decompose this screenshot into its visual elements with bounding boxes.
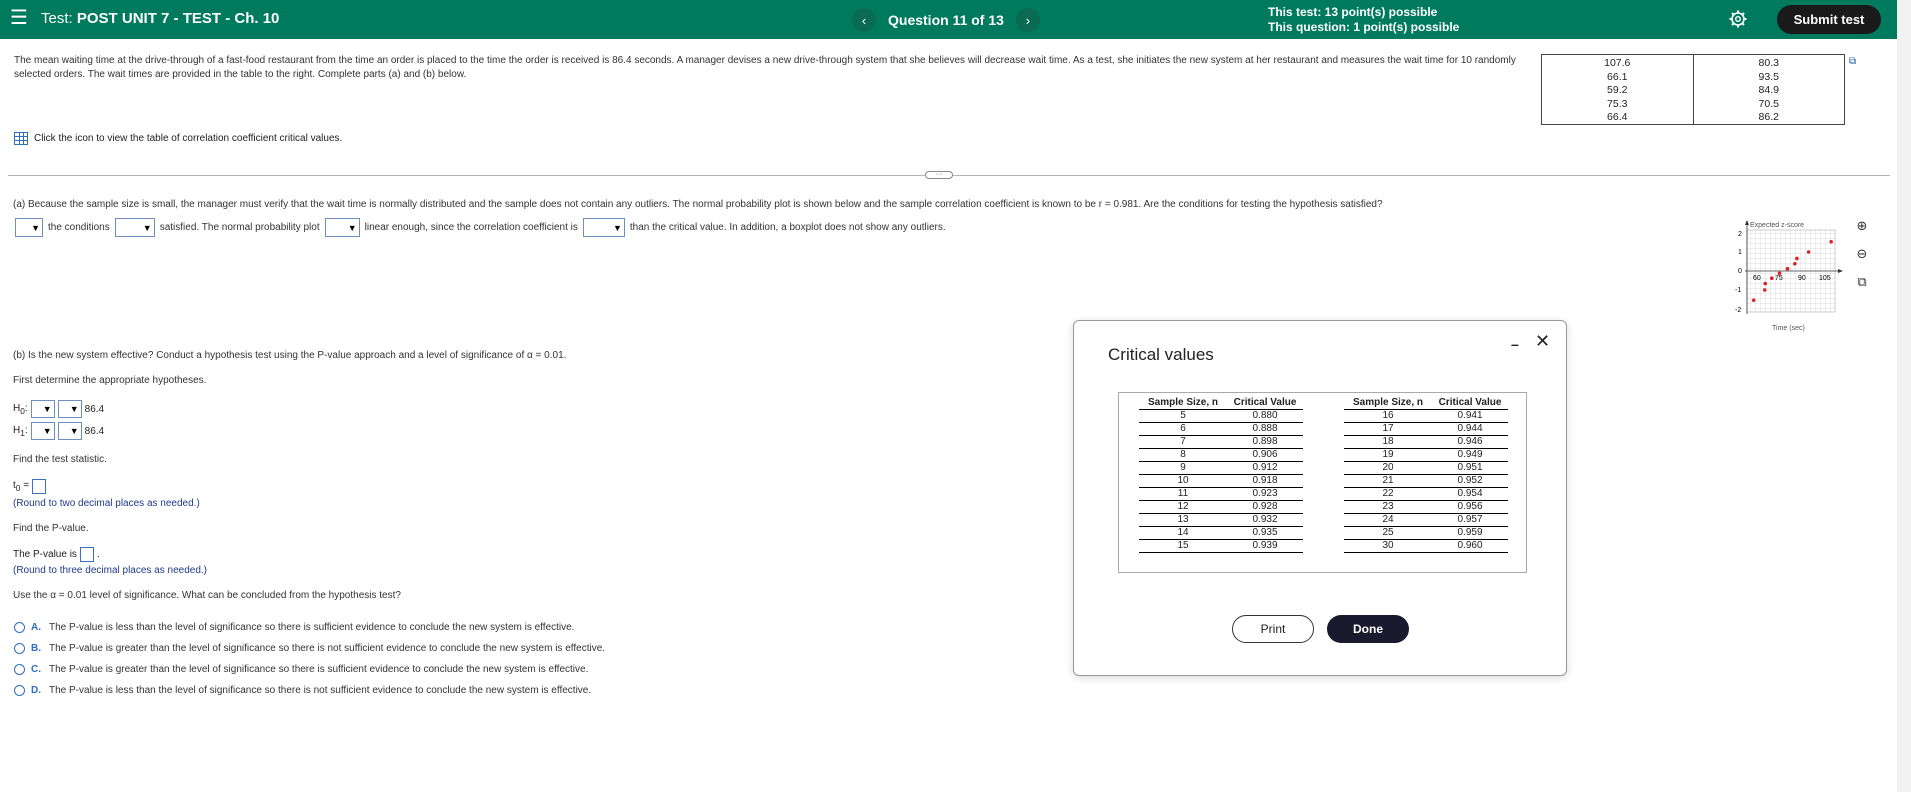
wait-time-table <box>1541 54 1845 125</box>
critical-value-cell: 0.923 <box>1252 488 1278 499</box>
menu-icon[interactable]: ☰ <box>10 7 28 29</box>
table-row <box>1139 423 1303 436</box>
table-row <box>1344 488 1508 501</box>
option-c[interactable] <box>14 664 588 675</box>
sample-size-cell: 23 <box>1382 501 1394 512</box>
question-prompt: The mean waiting time at the drive-through of a fast-food restaurant from the time an order is placed to the time the order is received is 86.4 seconds. A manager devises a new drive-through system that she believes will decrease wait time. As a test, she initiates the new system at her restaurant and measures the wait time for 10 randomly selected orders. The wait times are provided in the table to the right. Complete parts (a) and (b) below. <box>14 55 1516 80</box>
h0-subscript: 0 <box>20 405 25 416</box>
critical-value-cell: 0.954 <box>1457 488 1483 499</box>
table-header <box>1344 397 1508 410</box>
minimize-icon[interactable]: – <box>1511 336 1519 352</box>
option-text: The P-value is greater than the level of significance so there is sufficient evidence to conclude the new system is effective. <box>49 664 589 675</box>
sample-size-cell: 13 <box>1177 514 1189 525</box>
table-row <box>1344 514 1508 527</box>
radio-button[interactable] <box>14 664 25 675</box>
table-row <box>1344 423 1508 436</box>
y-axis-arrow <box>1745 220 1749 225</box>
radio-button[interactable] <box>14 643 25 654</box>
option-letter: C. <box>31 664 41 675</box>
ytick: -1 <box>1735 287 1742 294</box>
sample-size-cell: 15 <box>1177 540 1189 551</box>
sample-size-cell: 12 <box>1177 501 1189 512</box>
ytick: 1 <box>1738 249 1742 256</box>
critical-value-cell: 0.960 <box>1457 540 1483 551</box>
table-row <box>1344 436 1508 449</box>
data-cell: 107.6 <box>1604 57 1631 69</box>
title-prefix: Test: <box>41 10 73 27</box>
sample-size-cell: 24 <box>1382 514 1394 525</box>
table-row <box>1139 501 1303 514</box>
critical-value-cell: 0.935 <box>1252 527 1278 538</box>
t0-label <box>13 480 29 493</box>
part-a-text-2: satisfied. The normal probability plot <box>159 222 320 233</box>
part-a-text-1: the conditions <box>48 222 110 233</box>
critical-value-cell: 0.880 <box>1252 410 1278 421</box>
critical-value-cell: 0.932 <box>1252 514 1278 525</box>
conclusion-question: Use the α = 0.01 level of significance. What can be concluded from the hypothesis test? <box>13 590 401 601</box>
critical-value-cell: 0.928 <box>1252 501 1278 512</box>
x-axis-arrow <box>1838 269 1843 273</box>
chevron-down-icon: ▼ <box>31 222 40 233</box>
critical-values-left-column <box>1139 397 1303 553</box>
critical-value-cell: 0.952 <box>1457 475 1483 486</box>
points-info <box>1268 5 1459 35</box>
comparison-dropdown[interactable] <box>583 218 625 237</box>
plot-point <box>1763 288 1767 292</box>
option-d[interactable] <box>14 685 591 696</box>
sample-size-cell: 21 <box>1382 475 1394 486</box>
radio-button[interactable] <box>14 622 25 633</box>
sample-size-cell: 20 <box>1382 462 1394 473</box>
table-row <box>1139 488 1303 501</box>
table-row <box>1139 436 1303 449</box>
t0-subscript: 0 <box>15 483 21 493</box>
h0-operator-dropdown[interactable] <box>58 400 82 418</box>
h0-label: $H_0$: <box>13 402 28 416</box>
plot-point <box>1763 282 1767 286</box>
option-letter: A. <box>31 622 41 633</box>
data-cell: 75.3 <box>1607 97 1628 110</box>
data-column-2 <box>1693 55 1845 124</box>
critical-value-cell: 0.918 <box>1252 475 1278 486</box>
critical-value-cell: 0.941 <box>1457 410 1483 421</box>
critical-value-cell: 0.898 <box>1252 436 1278 447</box>
plot-point <box>1807 250 1811 254</box>
critical-values-text: Click the icon to view the table of correlation coefficient critical values. <box>34 133 343 144</box>
question-label[interactable]: Question 11 of 13 <box>888 12 1004 28</box>
critical-value-cell: 0.957 <box>1457 514 1483 525</box>
xtick: 90 <box>1798 275 1806 282</box>
h1-subscript: 1 <box>20 427 25 438</box>
plot-point <box>1795 257 1799 261</box>
critical-value-cell: 0.946 <box>1457 436 1483 447</box>
critical-value-cell: 0.944 <box>1457 423 1483 434</box>
critical-value-cell: 0.956 <box>1457 501 1483 512</box>
linear-dropdown[interactable] <box>325 218 360 237</box>
option-text: The P-value is less than the level of significance so there is not sufficient evidence to conclude the new system is effective. <box>49 685 592 696</box>
part-a-text-4: than the critical value. In addition, a boxplot does not show any outliers. <box>629 222 946 233</box>
sample-size-cell: 14 <box>1177 527 1189 538</box>
header-sample-size: Sample Size, n <box>1352 397 1424 408</box>
table-row <box>1344 462 1508 475</box>
sample-size-cell: 7 <box>1180 436 1186 447</box>
plot-point <box>1786 267 1790 271</box>
sample-size-cell: 22 <box>1382 488 1394 499</box>
chevron-down-icon: ▼ <box>142 222 152 233</box>
chevron-down-icon: ▼ <box>42 404 52 414</box>
table-row <box>1344 449 1508 462</box>
data-cell: 86.2 <box>1758 111 1779 123</box>
conditions-dropdown[interactable] <box>15 218 43 237</box>
satisfied-dropdown[interactable] <box>115 218 155 237</box>
table-row <box>1139 449 1303 462</box>
test-title <box>41 10 279 27</box>
critical-value-cell: 0.939 <box>1252 540 1278 551</box>
critical-values-link[interactable] <box>14 132 342 145</box>
part-b-question: (b) Is the new system effective? Conduct a hypothesis test using the P-value approach and a level of significance of α = 0.01. <box>13 350 567 361</box>
h0-parameter-dropdown[interactable] <box>31 400 55 418</box>
p-value-label: The P-value is <box>13 549 77 560</box>
h0-letter: H <box>13 402 21 414</box>
sample-size-cell: 19 <box>1382 449 1394 460</box>
option-text: The P-value is less than the level of significance so there is sufficient evidence to conclude the new system is effective. <box>49 622 575 633</box>
t0-equals: = <box>20 480 30 491</box>
h1-parameter-dropdown[interactable] <box>31 422 55 440</box>
critical-values-table <box>1118 392 1527 573</box>
chevron-down-icon: ▼ <box>69 404 79 414</box>
option-b[interactable] <box>14 643 605 654</box>
question-points: This question: 1 point(s) possible <box>1268 20 1460 34</box>
t0-letter: t <box>13 480 16 491</box>
sample-size-cell: 17 <box>1382 423 1394 434</box>
chevron-down-icon: ▼ <box>347 222 357 233</box>
option-text: The P-value is greater than the level of significance so there is not sufficient evidence to conclude the new system is effective. <box>49 643 606 654</box>
plot-xlabel: Time (sec) <box>1772 325 1805 332</box>
header-sample-size: Sample Size, n <box>1147 397 1219 408</box>
critical-value-cell: 0.959 <box>1457 527 1483 538</box>
zoom-out-icon[interactable]: ⊖ <box>1856 246 1868 261</box>
plot-point <box>1770 276 1774 280</box>
critical-value-cell: 0.888 <box>1252 423 1278 434</box>
data-cell: 80.3 <box>1758 57 1779 69</box>
prev-question-button[interactable]: ‹ <box>852 8 876 32</box>
table-header <box>1139 397 1303 410</box>
ytick: 0 <box>1738 268 1742 275</box>
p-value-input[interactable] <box>80 547 94 562</box>
header-critical-value: Critical Value <box>1438 397 1502 408</box>
xtick: 60 <box>1753 275 1761 282</box>
header-critical-value: Critical Value <box>1233 397 1297 408</box>
sample-size-cell: 30 <box>1382 540 1394 551</box>
plot-point <box>1778 271 1782 275</box>
data-column-1 <box>1542 55 1693 124</box>
open-external-icon[interactable]: ⧉ <box>1857 274 1867 289</box>
divider-handle[interactable]: ··· <box>925 171 953 179</box>
chevron-down-icon: ▼ <box>69 426 79 436</box>
table-row <box>1139 410 1303 423</box>
find-test-statistic: Find the test statistic. <box>13 454 107 465</box>
sample-size-cell: 5 <box>1180 410 1186 421</box>
critical-value-cell: 0.949 <box>1457 449 1483 460</box>
sample-size-cell: 9 <box>1180 462 1186 473</box>
p-value-period: . <box>96 549 100 560</box>
data-cell: 66.1 <box>1607 70 1628 83</box>
data-cell: 66.4 <box>1607 111 1628 123</box>
plot-point <box>1829 240 1833 244</box>
critical-value-cell: 0.951 <box>1457 462 1483 473</box>
table-row <box>1139 475 1303 488</box>
table-row <box>1344 501 1508 514</box>
critical-value-cell: 0.912 <box>1252 462 1278 473</box>
table-row <box>1344 410 1508 423</box>
critical-values-right-column <box>1344 397 1508 553</box>
chevron-down-icon: ▼ <box>612 222 622 233</box>
zoom-in-icon[interactable]: ⊕ <box>1856 218 1868 233</box>
alt-hypothesis-row <box>13 422 104 440</box>
table-row <box>1344 527 1508 540</box>
title-text: POST UNIT 7 - TEST - Ch. 10 <box>76 10 280 27</box>
null-hypothesis-row <box>13 400 104 418</box>
sample-size-cell: 18 <box>1382 436 1394 447</box>
print-button[interactable]: Print <box>1232 615 1314 643</box>
table-row <box>1139 462 1303 475</box>
h1-label: $H_1$: <box>13 424 28 438</box>
round-two-hint: (Round to two decimal places as needed.) <box>13 498 200 509</box>
close-icon[interactable]: ✕ <box>1535 331 1551 351</box>
radio-button[interactable] <box>14 685 25 696</box>
sample-size-cell: 6 <box>1180 423 1186 434</box>
data-cell: 70.5 <box>1758 97 1779 110</box>
h1-letter: H <box>13 424 21 436</box>
plot-svg <box>1735 218 1845 332</box>
sample-size-cell: 10 <box>1177 475 1189 486</box>
plot-point <box>1793 262 1797 266</box>
ytick: -2 <box>1735 307 1742 314</box>
xtick: 75 <box>1775 275 1783 282</box>
part-a-question: (a) Because the sample size is small, the manager must verify that the wait time is normally distributed and the sample does not contain any outliers. The normal probability plot is shown below and the sample correlation coefficient is known to be r = 0.981. Are the conditions for testing the hypothesis satisfied? <box>13 199 1383 210</box>
test-points: This test: 13 point(s) possible <box>1268 5 1438 19</box>
gear-icon[interactable] <box>1728 9 1748 29</box>
table-row <box>1139 540 1303 553</box>
submit-test-button[interactable]: Submit test <box>1777 5 1881 34</box>
table-row <box>1344 475 1508 488</box>
xtick: 105 <box>1819 275 1831 282</box>
sample-size-cell: 25 <box>1382 527 1394 538</box>
done-button[interactable]: Done <box>1327 615 1409 643</box>
ytick: 2 <box>1738 231 1742 238</box>
t0-row <box>13 479 46 494</box>
part-a-answer-row <box>15 218 946 237</box>
table-row <box>1344 540 1508 553</box>
option-letter: D. <box>31 685 41 696</box>
critical-value-cell: 0.906 <box>1252 449 1278 460</box>
round-three-hint: (Round to three decimal places as needed.) <box>13 565 208 576</box>
h0-value: 86.4 <box>84 403 105 415</box>
normal-probability-plot <box>1735 218 1845 332</box>
copy-data-icon[interactable]: ⧉ <box>1849 56 1857 67</box>
data-cell: 93.5 <box>1758 70 1779 83</box>
hypotheses-intro: First determine the appropriate hypotheses. <box>13 375 207 386</box>
plot-ylabel: Expected z-score <box>1750 222 1805 229</box>
table-row <box>1139 514 1303 527</box>
dialog-title: Critical values <box>1108 345 1214 364</box>
next-question-button[interactable]: › <box>1016 8 1040 32</box>
h1-value: 86.4 <box>84 425 105 437</box>
sample-size-cell: 11 <box>1177 488 1189 499</box>
plot-point <box>1752 298 1756 302</box>
critical-values-dialog <box>1073 320 1567 676</box>
p-value-row <box>13 547 100 562</box>
top-bar <box>0 0 1897 39</box>
test-statistic-input[interactable] <box>32 479 46 494</box>
table-icon[interactable] <box>14 132 28 145</box>
table-row <box>1139 527 1303 540</box>
data-cell: 59.2 <box>1607 84 1628 96</box>
sample-size-cell: 16 <box>1382 410 1394 421</box>
chevron-down-icon: ▼ <box>42 426 52 436</box>
part-a-text-3: linear enough, since the correlation coefficient is <box>364 222 578 233</box>
question-nav <box>852 7 1040 33</box>
page-scrollbar[interactable] <box>1897 0 1911 792</box>
find-p-value: Find the P-value. <box>13 523 89 534</box>
h1-operator-dropdown[interactable] <box>58 422 82 440</box>
data-cell: 84.9 <box>1758 84 1779 96</box>
option-letter: B. <box>31 643 41 654</box>
option-a[interactable] <box>14 622 574 633</box>
sample-size-cell: 8 <box>1180 449 1186 460</box>
